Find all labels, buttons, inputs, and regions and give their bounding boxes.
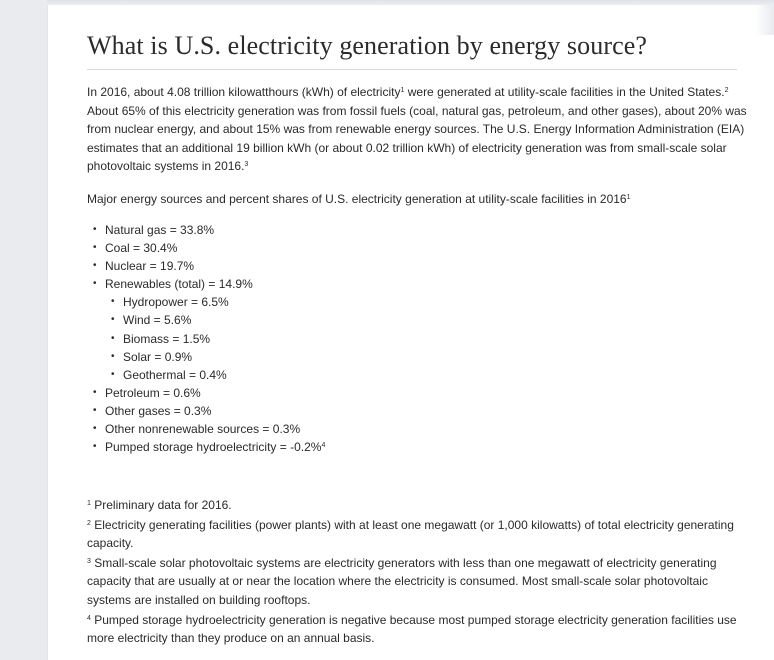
sub-list-item <box>87 330 325 348</box>
footnote-text: Preliminary data for 2016. <box>90 498 232 512</box>
caption-text: Major energy sources and percent shares of U.S. electricity generation at utility-scale facilities in 2016 <box>87 192 627 206</box>
footnote-ref-2[interactable]: 2 <box>724 87 729 94</box>
footnote-number: 1 <box>87 500 91 507</box>
list-item <box>87 420 325 438</box>
caption-footnote-ref[interactable]: 1 <box>626 194 631 201</box>
article-page <box>47 5 774 660</box>
footnote-number: 3 <box>87 557 91 565</box>
source-label: Other gases = 0.3% <box>105 403 212 418</box>
footnotes <box>87 496 747 649</box>
page-title: What is U.S. electricity generation by energy source? <box>87 31 737 70</box>
energy-source-list <box>87 221 325 456</box>
footnote-3 <box>87 554 747 610</box>
list-item <box>87 384 325 402</box>
source-label: Natural gas = 33.8% <box>105 223 215 237</box>
source-label: Renewables (total) = 14.9% <box>105 277 253 292</box>
list-item <box>87 239 325 257</box>
footnote-text: Electricity generating facilities (power plants) with at least one megawatt (or 1,000 kilowatts) of total electricity generating capacity. <box>87 517 734 551</box>
source-label: Geothermal = 0.4% <box>123 367 227 382</box>
list-item <box>87 221 325 239</box>
list-item <box>87 438 325 456</box>
footnote-text: Pumped storage hydroelectricity generation is negative because most pumped storage electricity generation facilities use more electricity than they produce on an annual basis. <box>87 612 737 646</box>
intro-text-1: In 2016, about 4.08 trillion kilowatthours (kWh) of electricity <box>87 85 401 99</box>
window-shade <box>755 5 774 35</box>
footnote-text: Small-scale solar photovoltaic systems are electricity generators with less than one megawatt of electricity generating capacity that are usually at or near the location where the electricity is consumed. Most small-scale solar photovoltaic systems are installed on building rooftops. <box>87 555 717 607</box>
intro-paragraph <box>87 83 747 176</box>
intro-text-2: were generated at utility-scale facilities in the United States. <box>404 85 725 99</box>
source-label: Pumped storage hydroelectricity = -0.2% <box>105 440 322 455</box>
list-item <box>87 257 325 275</box>
intro-text-3: About 65% of this electricity generation was from fossil fuels (coal, natural gas, petroleum, and other gases), about 20% was from nuclear energy, and about 15% was from renewable energy sources. The U.S. Energy Information Administration (EIA) estimates that an additional 19 billion kWh (or about 0.02 trillion kWh) of electricity generation was from small-scale solar photovoltaic systems in 2016. <box>87 103 747 174</box>
footnote-ref-3[interactable]: 3 <box>244 161 249 169</box>
left-margin <box>0 0 47 660</box>
list-item <box>87 402 325 420</box>
footnote-4 <box>87 611 747 648</box>
footnote-2 <box>87 516 747 553</box>
source-label: Coal = 30.4% <box>105 241 178 256</box>
footnote-number: 2 <box>87 519 91 527</box>
sub-list-item <box>87 311 325 329</box>
footnote-ref-1[interactable]: 1 <box>400 87 405 94</box>
source-label: Solar = 0.9% <box>123 349 193 364</box>
footnote-number: 4 <box>87 614 91 622</box>
source-label: Wind = 5.6% <box>123 313 192 328</box>
footnote-ref-4[interactable]: 4 <box>321 442 326 450</box>
list-item <box>87 275 325 293</box>
list-caption <box>87 190 747 209</box>
source-label: Hydropower = 6.5% <box>123 295 229 310</box>
source-label: Biomass = 1.5% <box>123 331 211 346</box>
source-label: Other nonrenewable sources = 0.3% <box>105 422 301 437</box>
footnote-1 <box>87 496 747 515</box>
source-label: Nuclear = 19.7% <box>105 259 195 274</box>
sub-list-item <box>87 348 325 366</box>
source-label: Petroleum = 0.6% <box>105 385 201 400</box>
sub-list-item <box>87 293 325 311</box>
sub-list-item <box>87 366 325 384</box>
